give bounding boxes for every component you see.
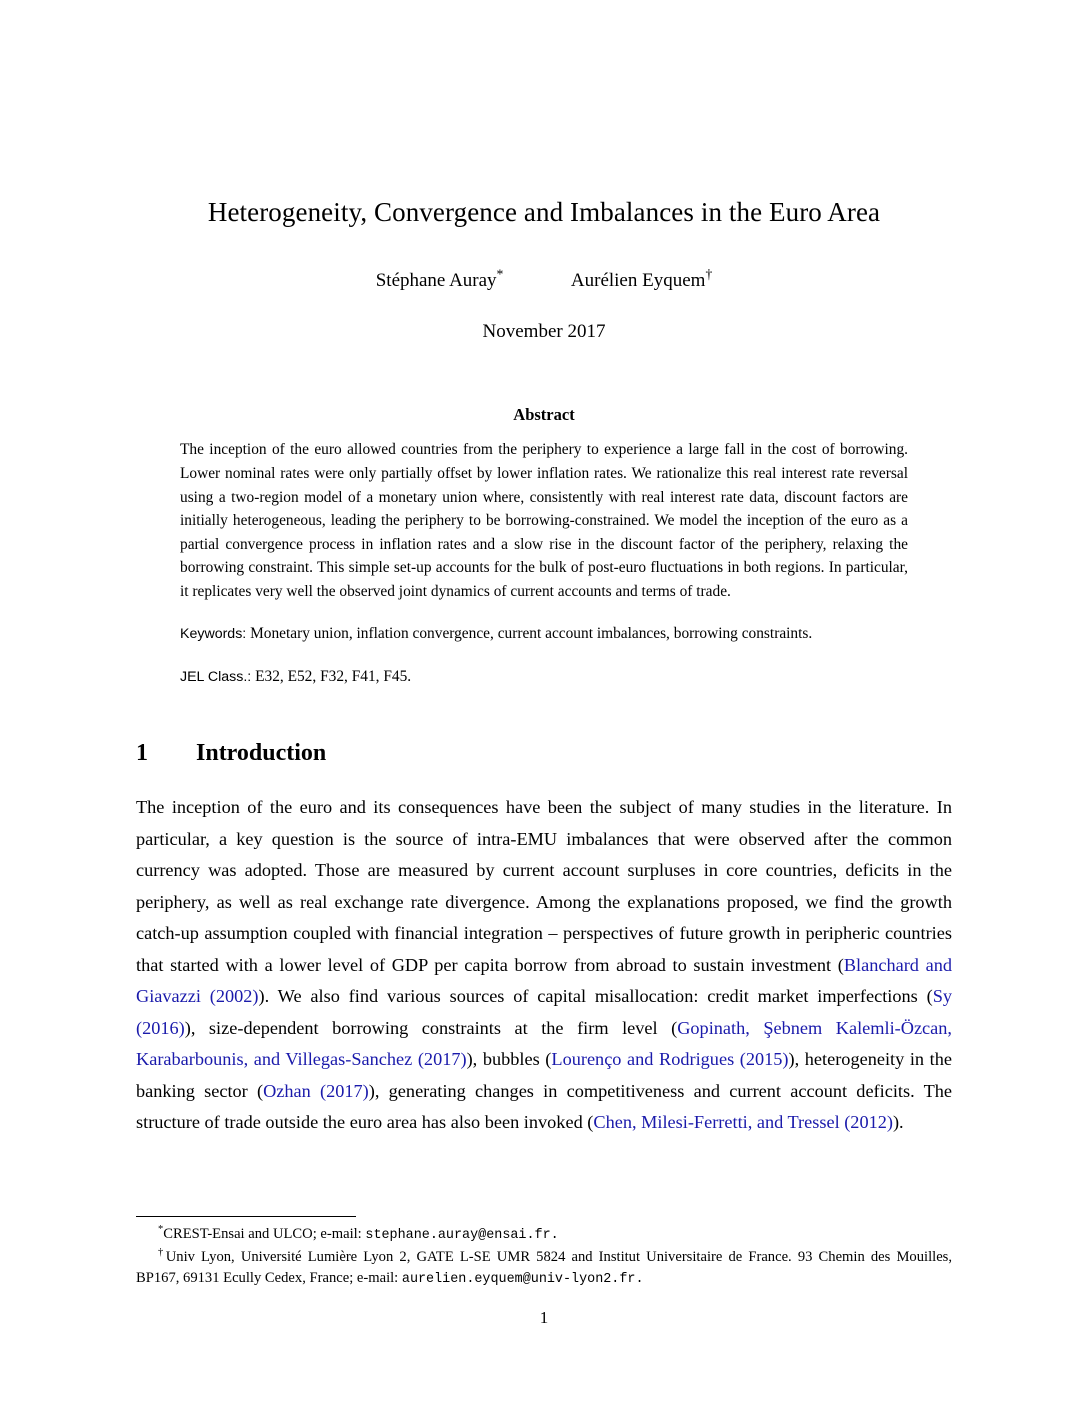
intro-text-b: ). We also find various sources of capital misallocation: credit market imperfections ( [258,986,933,1007]
footnote-2-marker: † [158,1247,166,1259]
footnote-1-text: CREST-Ensai and ULCO; e-mail: [163,1226,366,1242]
footnote-1-marker: * [158,1224,164,1236]
keywords-text: Monetary union, inflation convergence, current account imbalances, borrowing constraints. [250,625,813,643]
abstract-text: The inception of the euro allowed countries from the periphery to experience a large fall in the cost of borrowing. Lower nominal rates were only partially offset by lower inflation rates. We rationalize this real interest rate reversal using a two-region model of a monetary union where, consistently with real interest rate data, discount factors are initially heterogeneous, leading the periphery to be borrowing-constrained. We model the inception of the euro as a partial convergence process in inflation rates and a slow rise in the discount factor of the periphery, relaxing the borrowing constraint. This simple set-up accounts for the bulk of post-euro fluctuations in both regions. In particular, it replicates very well the observed joint dynamics of current accounts and terms of trade. [180,441,908,600]
author-2-marker: † [705,267,713,283]
citation-ozhan[interactable]: Ozhan (2017) [263,1080,369,1101]
footnote-2-email[interactable]: aurelien.eyquem@univ-lyon2.fr. [401,1271,644,1287]
footnote-2-text: Univ Lyon, Université Lumière Lyon 2, GATE L-SE UMR 5824 and Institut Universitaire de France. 93 Chemin des Mouilles, BP167, 69131 Ecully Cedex, France; e-mail: [136,1249,952,1286]
footnote-1 [136,1224,952,1245]
jel-line [180,665,908,688]
jel-label: JEL Class.: [180,669,252,686]
citation-sy[interactable]: Sy (2016) [136,986,952,1038]
author-1 [375,267,504,292]
keywords-label: Keywords: [180,626,247,643]
author-1-name: Stéphane Auray [375,270,497,292]
footnote-2 [136,1247,952,1289]
intro-text-g: ). [892,1112,904,1133]
page-title: Heterogeneity, Convergence and Imbalances in the Euro Area [207,197,881,227]
section-number: 1 [136,740,148,767]
abstract-heading: Abstract [513,405,575,425]
page-number: 1 [539,1308,549,1327]
citation-blanchard-giavazzi[interactable]: Blanchard and Giavazzi (2002) [136,954,952,1007]
author-1-marker: * [496,267,504,283]
footnote-rule [136,1216,356,1217]
intro-text-f: ), generating changes in competitiveness and current account deficits. The structure of trade outside the euro area has also been invoked ( [136,1080,952,1133]
section-title: Introduction [196,740,327,767]
intro-paragraph [136,792,952,1138]
citation-chen-milesi-ferretti-tressel[interactable]: Chen, Milesi-Ferretti, and Tressel (2012) [593,1112,893,1133]
section-heading [136,740,952,767]
intro-text-d: ), bubbles ( [466,1049,552,1070]
footnote-area [136,1222,952,1289]
footnote-1-email[interactable]: stephane.auray@ensai.fr. [365,1228,559,1243]
intro-text-e: ), heterogeneity in the banking sector ( [136,1049,952,1101]
abstract-block [180,405,908,688]
author-list [136,267,952,292]
jel-text: E32, E52, F32, F41, F45. [255,668,412,686]
intro-text-c: ), size-dependent borrowing constraints at the firm level ( [184,1017,678,1038]
author-2 [570,267,713,292]
citation-lourenco-rodrigues[interactable]: Lourenço and Rodrigues (2015) [551,1049,789,1070]
publication-date: November 2017 [482,321,606,343]
author-2-name: Aurélien Eyquem [570,270,706,292]
citation-gopinath[interactable]: Gopinath, Şebnem Kalemli-Özcan, Karabarbounis, and Villegas-Sanchez (2017) [136,1017,952,1070]
keywords-line [180,622,908,646]
intro-text-a: The inception of the euro and its consequences have been the subject of many studies in the literature. In particular, a key question is the source of intra-EMU imbalances that were observed after the common currency was adopted. Those are measured by current account surpluses in core countries, deficits in the periphery, as well as real exchange rate divergence. Among the explanations proposed, we find the growth catch-up assumption coupled with financial integration – perspectives of future growth in peripheric countries that started with a lower level of GDP per capita borrow from abroad to sustain investment ( [136,797,952,975]
